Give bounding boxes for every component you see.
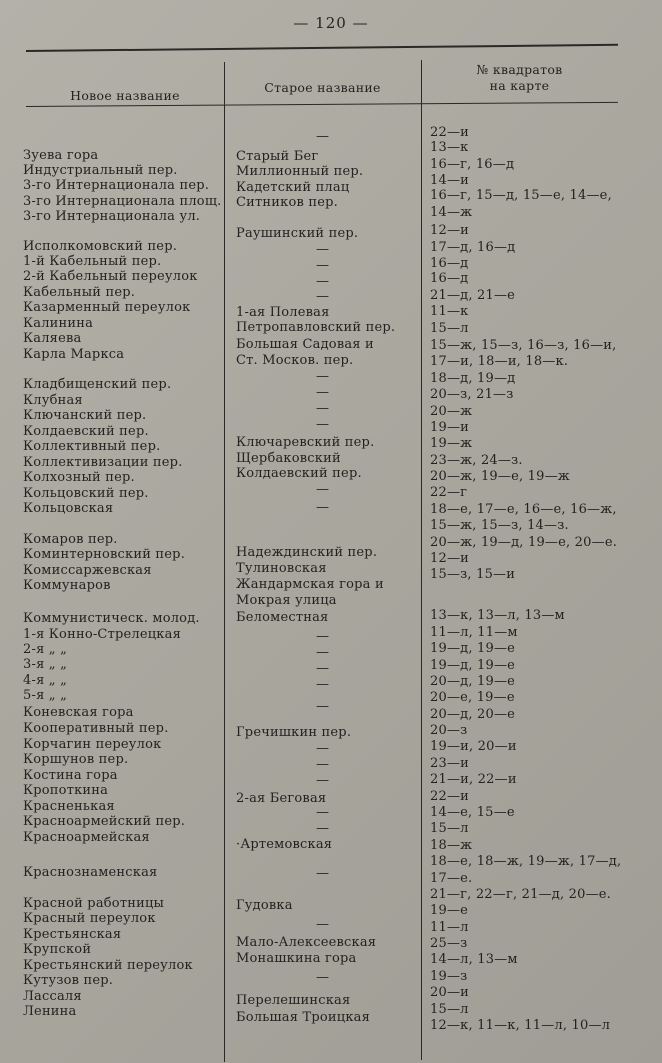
squares-cell-46: 21—г, 22—г, 21—д, 20—е. <box>430 887 612 902</box>
new-name-cell-46: Крупской <box>23 942 92 957</box>
new-name-cell-8: 2-й Кабельный переулок <box>23 269 198 284</box>
old-name-cell-27: Мокрая улица <box>236 593 337 608</box>
header-new-name: Новое название <box>70 88 180 103</box>
new-name-cell-1: Зуева гора <box>23 148 99 163</box>
squares-cell-4: 14—и <box>430 173 470 188</box>
new-name-cell-10: Казарменный переулок <box>23 300 191 315</box>
squares-cell-2: 13—к <box>430 140 469 155</box>
old-name-cell-48: Перелешинская <box>236 993 351 1008</box>
new-name-cell-44: Красный переулок <box>23 911 156 926</box>
squares-cell-32: 19—д, 19—е <box>430 658 516 673</box>
squares-cell-21: 23—ж, 24—з. <box>430 453 523 468</box>
squares-cell-34: 20—е, 19—е <box>430 690 515 705</box>
new-name-cell-29: 2-я „ „ <box>23 642 67 657</box>
new-name-cell-12: Каляева <box>23 331 82 346</box>
new-name-cell-38: Кропоткина <box>23 783 109 798</box>
squares-cell-30: 11—л, 11—м <box>430 625 518 640</box>
old-name-cell-20: Щербаковский <box>236 451 341 466</box>
new-name-cell-11: Калинина <box>23 316 94 331</box>
squares-cell-1: 22—и <box>430 125 470 140</box>
new-name-cell-20: Колхозный пер. <box>23 470 135 485</box>
squares-cell-45: 17—е. <box>430 871 473 886</box>
old-name-cell-12: Петропавловский пер. <box>236 320 396 335</box>
squares-cell-20: 19—ж <box>430 436 473 451</box>
old-name-cell-6: Раушинский пер. <box>236 226 359 241</box>
old-name-cell-13: Большая Садовая и <box>236 337 374 352</box>
old-name-cell-47: — <box>316 970 330 985</box>
squares-cell-51: 19—з <box>430 969 468 984</box>
old-name-cell-22: — <box>316 482 330 497</box>
squares-cell-23: 22—г <box>430 485 468 500</box>
new-name-cell-31: 4-я „ „ <box>23 673 67 688</box>
new-name-cell-36: Коршунов пер. <box>23 752 129 767</box>
squares-cell-25: 15—ж, 15—з, 14—з. <box>430 518 569 533</box>
old-name-cell-3: Миллионный пер. <box>236 164 364 179</box>
old-name-cell-11: 1-ая Полевая <box>236 305 330 320</box>
old-name-cell-18: — <box>316 417 330 432</box>
new-name-cell-41: Красноармейская <box>23 830 150 845</box>
header-squares <box>421 62 618 94</box>
old-name-cell-4: Кадетский плац <box>236 180 350 195</box>
squares-cell-10: 16—д <box>430 271 469 286</box>
old-name-cell-44: — <box>316 917 330 932</box>
column-divider-1 <box>224 62 225 1062</box>
old-name-cell-36: — <box>316 757 330 772</box>
old-name-cell-34: Гречишкин пер. <box>236 725 352 740</box>
squares-cell-13: 15—л <box>430 321 469 336</box>
column-divider-2 <box>421 60 422 1060</box>
new-name-cell-15: Клубная <box>23 393 83 408</box>
squares-cell-22: 20—ж, 19—е, 19—ж <box>430 469 570 484</box>
new-name-cell-43: Красной работницы <box>23 896 165 911</box>
new-name-cell-49: Лассаля <box>23 989 82 1004</box>
old-name-cell-33: — <box>316 699 330 714</box>
squares-cell-29: 13—к, 13—л, 13—м <box>430 608 565 623</box>
old-name-cell-16: — <box>316 385 330 400</box>
old-name-cell-29: — <box>316 629 330 644</box>
old-name-cell-41: ·Артемовская <box>236 837 333 852</box>
new-name-cell-25: Комиссаржевская <box>23 563 152 578</box>
old-name-cell-9: — <box>316 274 330 289</box>
new-name-cell-42: Краснознаменская <box>23 865 158 880</box>
squares-cell-54: 12—к, 11—к, 11—л, 10—л <box>430 1018 611 1033</box>
squares-cell-7: 12—и <box>430 223 470 238</box>
squares-cell-6: 14—ж <box>430 205 473 220</box>
old-name-cell-14: Ст. Москов. пер. <box>236 353 354 368</box>
squares-cell-43: 18—ж <box>430 838 473 853</box>
old-name-cell-19: Ключаревский пер. <box>236 435 375 450</box>
old-name-cell-49: Большая Троицкая <box>236 1010 371 1025</box>
old-name-cell-21: Колдаевский пер. <box>236 466 362 481</box>
old-name-cell-1: — <box>316 129 330 144</box>
squares-cell-38: 23—и <box>430 756 470 771</box>
squares-cell-44: 18—е, 18—ж, 19—ж, 17—д, <box>430 854 622 869</box>
squares-cell-33: 20—д, 19—е <box>430 674 516 689</box>
old-name-cell-39: — <box>316 805 330 820</box>
new-name-cell-34: Кооперативный пер. <box>23 721 169 736</box>
squares-cell-40: 22—и <box>430 789 470 804</box>
old-name-cell-23: — <box>316 500 330 515</box>
squares-cell-53: 15—л <box>430 1002 469 1017</box>
squares-cell-9: 16—д <box>430 256 469 271</box>
squares-cell-39: 21—и, 22—и <box>430 772 517 787</box>
old-name-cell-42: — <box>316 866 330 881</box>
squares-cell-28: 15—з, 15—и <box>430 567 516 582</box>
new-name-cell-35: Корчагин переулок <box>23 737 162 752</box>
squares-cell-12: 11—к <box>430 304 469 319</box>
header-squares-line1: № квадратов <box>476 62 563 77</box>
squares-cell-35: 20—д, 20—е <box>430 707 516 722</box>
new-name-cell-17: Колдаевский пер. <box>23 424 149 439</box>
squares-cell-11: 21—д, 21—е <box>430 288 516 303</box>
squares-cell-26: 20—ж, 19—д, 19—е, 20—е. <box>430 535 618 550</box>
new-name-cell-19: Коллективизации пер. <box>23 455 183 470</box>
old-name-cell-17: — <box>316 401 330 416</box>
squares-cell-14: 15—ж, 15—з, 16—з, 16—и, <box>430 338 617 353</box>
new-name-cell-18: Коллективный пер. <box>23 439 161 454</box>
squares-cell-17: 20—з, 21—з <box>430 387 514 402</box>
squares-cell-31: 19—д, 19—е <box>430 641 516 656</box>
old-name-cell-5: Ситников пер. <box>236 195 338 210</box>
old-name-cell-2: Старый Бег <box>236 149 319 164</box>
new-name-cell-2: Индустриальный пер. <box>23 163 178 178</box>
squares-cell-24: 18—е, 17—е, 16—е, 16—ж, <box>430 502 617 517</box>
old-name-cell-32: — <box>316 677 330 692</box>
new-name-cell-47: Крестьянский переулок <box>23 958 193 973</box>
new-name-cell-13: Карла Маркса <box>23 347 125 362</box>
squares-cell-27: 12—и <box>430 551 470 566</box>
old-name-cell-43: Гудовка <box>236 898 293 913</box>
squares-cell-50: 14—л, 13—м <box>430 952 518 967</box>
old-name-cell-31: — <box>316 661 330 676</box>
old-name-cell-25: Тулиновская <box>236 561 327 576</box>
squares-cell-42: 15—л <box>430 821 469 836</box>
new-name-cell-16: Ключанский пер. <box>23 408 147 423</box>
new-name-cell-50: Ленина <box>23 1004 77 1019</box>
old-name-cell-28: Беломестная <box>236 610 329 625</box>
new-name-cell-40: Красноармейский пер. <box>23 814 186 829</box>
new-name-cell-9: Кабельный пер. <box>23 285 136 300</box>
header-squares-line2: на карте <box>489 78 550 93</box>
old-name-cell-38: 2-ая Беговая <box>236 791 327 806</box>
page-number: — 120 — <box>293 14 369 32</box>
squares-cell-36: 20—з <box>430 723 468 738</box>
new-name-cell-24: Коминтерновский пер. <box>23 547 186 562</box>
new-name-cell-33: Коневская гора <box>23 705 134 720</box>
old-name-cell-35: — <box>316 741 330 756</box>
new-name-cell-7: 1-й Кабельный пер. <box>23 254 162 269</box>
squares-cell-47: 19—е <box>430 903 469 918</box>
squares-cell-49: 25—з <box>430 936 468 951</box>
new-name-cell-21: Кольцовский пер. <box>23 486 149 501</box>
squares-cell-41: 14—е, 15—е <box>430 805 515 820</box>
squares-cell-18: 20—ж <box>430 404 473 419</box>
old-name-cell-7: — <box>316 242 330 257</box>
squares-cell-8: 17—д, 16—д <box>430 240 516 255</box>
new-name-cell-5: 3-го Интернационала ул. <box>23 209 201 224</box>
new-name-cell-23: Комаров пер. <box>23 532 118 547</box>
new-name-cell-26: Коммунаров <box>23 578 111 593</box>
old-name-cell-46: Монашкина гора <box>236 951 357 966</box>
old-name-cell-24: Надеждинский пер. <box>236 545 378 560</box>
new-name-cell-3: 3-го Интернационала пер. <box>23 178 210 193</box>
new-name-cell-37: Костина гора <box>23 768 118 783</box>
squares-cell-16: 18—д, 19—д <box>430 371 516 386</box>
table-top-rule <box>26 44 618 52</box>
header-old-name: Старое название <box>264 80 381 95</box>
squares-cell-5: 16—г, 15—д, 15—е, 14—е, <box>430 188 612 203</box>
new-name-cell-22: Кольцовская <box>23 501 114 516</box>
old-name-cell-37: — <box>316 773 330 788</box>
old-name-cell-10: — <box>316 289 330 304</box>
old-name-cell-45: Мало-Алексеевская <box>236 935 377 950</box>
old-name-cell-8: — <box>316 258 330 273</box>
old-name-cell-15: — <box>316 369 330 384</box>
new-name-cell-39: Красненькая <box>23 799 115 814</box>
squares-cell-37: 19—и, 20—и <box>430 739 517 754</box>
new-name-cell-4: 3-го Интернационала площ. <box>23 194 222 209</box>
squares-cell-3: 16—г, 16—д <box>430 157 515 172</box>
new-name-cell-6: Исполкомовский пер. <box>23 239 178 254</box>
new-name-cell-14: Кладбищенский пер. <box>23 377 172 392</box>
squares-cell-19: 19—и <box>430 420 470 435</box>
squares-cell-48: 11—л <box>430 920 469 935</box>
new-name-cell-30: 3-я „ „ <box>23 657 67 672</box>
old-name-cell-26: Жандармская гора и <box>236 577 384 592</box>
old-name-cell-30: — <box>316 645 330 660</box>
new-name-cell-32: 5-я „ „ <box>23 688 67 703</box>
new-name-cell-48: Кутузов пер. <box>23 973 114 988</box>
new-name-cell-45: Крестьянская <box>23 927 122 942</box>
old-name-cell-40: — <box>316 821 330 836</box>
squares-cell-52: 20—и <box>430 985 470 1000</box>
squares-cell-15: 17—и, 18—и, 18—к. <box>430 354 569 369</box>
new-name-cell-27: Коммунистическ. молод. <box>23 611 200 626</box>
new-name-cell-28: 1-я Конно-Стрелецкая <box>23 627 181 642</box>
